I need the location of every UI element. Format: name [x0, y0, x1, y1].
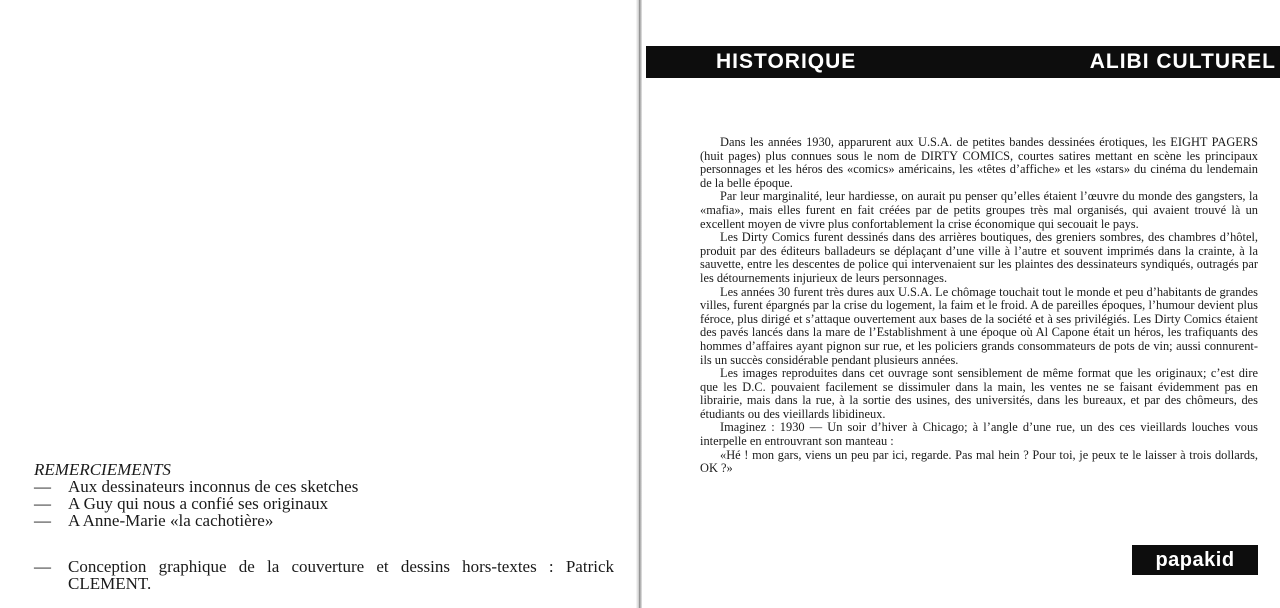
acknowledgement-item: — A Anne-Marie «la cachotière»	[34, 511, 274, 530]
paragraph: Imaginez : 1930 — Un soir d’hiver à Chicago; à l’angle d’une rue, un des ces vieillards louches vous interpelle en entrouvrant son manteau :	[700, 420, 1258, 449]
acknowledgement-item: — A Guy qui nous a confié ses originaux	[34, 494, 329, 513]
dash-glyph: —	[34, 477, 51, 496]
acknowledgement-item: — Aux dessinateurs inconnus de ces sketches	[34, 477, 359, 496]
acknowledgements-list	[34, 478, 614, 529]
paragraph: Par leur marginalité, leur hardiesse, on aurait pu penser qu’elles étaient l’œuvre du monde des gangsters, la «mafia», mais elles furent en fait créées par de petits groupes très mal organisés, qui avaient trouvé là un excellent moyen de vivre plus confortablement la crise économique qui secouait le pays.	[700, 189, 1258, 231]
papakid-logo	[1132, 545, 1258, 575]
paragraph: Les images reproduites dans cet ouvrage sont sensiblement de même format que les originaux; c’est dire que les D.C. pouvaient facilement se dissimuler dans la main, les ventes ne se faisant évidemment pas en librairie, mais dans la rue, à la sortie des usines, des universités, dans les bureaux, et par des chômeurs, des étudiants ou des vieillards libidineux.	[700, 366, 1258, 421]
left-page	[0, 0, 636, 608]
design-credit: — Conception graphique de la couverture et dessins hors-textes : Patrick CLEMENT.	[34, 557, 614, 593]
header-alibi-culturel: ALIBI CULTUREL	[1089, 50, 1276, 73]
acknowledgements-title: REMERCIEMENTS	[34, 460, 171, 479]
paragraph: Les années 30 furent très dures aux U.S.A. Le chômage touchait tout le monde et peu d’habitants de grandes villes, furent épargnés par la crise du logement, la faim et le froid. A de pareilles époques, l’humour devient plus féroce, plus dirigé et s’attaque ouvertement aux bases de la société et à ses privilégiés. Les Dirty Comics étaient des pavés lancés dans la mare de l’Establishment à une époque où Al Capone était un héros, les trafiquants des hommes d’affaires ayant pignon sur rue, et les policiers grands consommateurs de pots de vin; aussi connurent-ils un succès considérable pendant plusieurs années.	[700, 284, 1258, 367]
papakid-logo-text: papakid	[1155, 548, 1235, 571]
paragraph: Les Dirty Comics furent dessinés dans des arrières boutiques, des greniers sombres, des chambres d’hôtel, produit par des éditeurs balladeurs se déplaçant d’une ville à l’autre et souvent imprimés dans la crainte, à la sauvette, entre les descentes de police qui intervenaient sur les plaintes des dessinateurs syndiqués, outragés par les détournements injurieux de leurs personnages.	[700, 230, 1258, 285]
dash-glyph: —	[34, 494, 51, 513]
paragraph: «Hé ! mon gars, viens un peu par ici, regarde. Pas mal hein ? Pour toi, je peux te le laisser à trois dollards, OK ?»	[700, 447, 1258, 476]
dash-glyph: —	[34, 557, 51, 576]
dash-glyph: —	[34, 511, 51, 530]
section-header-bar	[646, 46, 1280, 78]
header-historique: HISTORIQUE	[716, 50, 857, 73]
acknowledgements	[34, 461, 614, 529]
article-body	[700, 136, 1258, 476]
right-page	[642, 0, 1280, 608]
paragraph: Dans les années 1930, apparurent aux U.S.A. de petites bandes dessinées érotiques, les EIGHT PAGERS (huit pages) plus connues sous le nom de DIRTY COMICS, courtes satires mettant en scène les principaux personnages et les héros des «comics» américains, les «têtes d’affiche» et les «stars» du cinéma du lendemain de la belle époque.	[700, 135, 1258, 190]
